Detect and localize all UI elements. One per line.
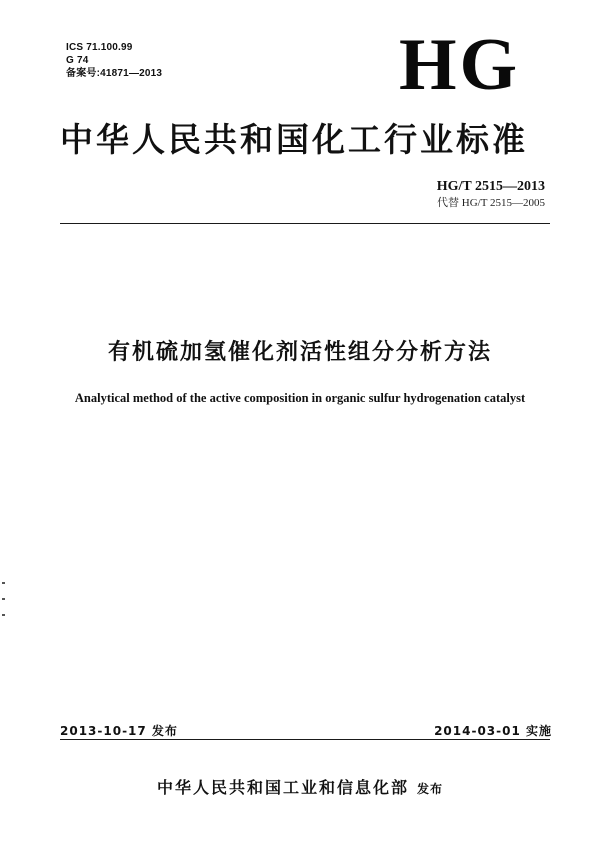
scan-mark: [2, 614, 5, 616]
document-title-cn: 有机硫加氢催化剂活性组分分析方法: [107, 340, 492, 365]
standard-number: HG/T 2515—2013: [436, 179, 545, 194]
replaces-standard: 代替 HG/T 2515—2005: [437, 197, 545, 209]
bottom-divider: [60, 739, 550, 740]
issue-date: 2013-10-17 发布: [60, 724, 178, 738]
issuer-suffix: 发布: [417, 782, 444, 796]
issuer-line: [0, 777, 600, 800]
hg-logo: HG: [399, 24, 521, 106]
record-number: 备案号:41871—2013: [66, 68, 163, 79]
scan-mark: [2, 582, 5, 584]
ccs-code: G 74: [66, 55, 89, 66]
issuer-name: 中华人民共和国工业和信息化部: [156, 778, 409, 797]
document-title-en: Analytical method of the active composition in organic sulfur hydrogenation catalyst: [74, 391, 526, 405]
standard-class-heading: 中华人民共和国化工行业标准: [60, 120, 528, 159]
implementation-date: 2014-03-01 实施: [434, 724, 552, 738]
top-divider: [60, 223, 550, 224]
scan-mark: [2, 598, 5, 600]
ics-code: ICS 71.100.99: [66, 42, 133, 53]
